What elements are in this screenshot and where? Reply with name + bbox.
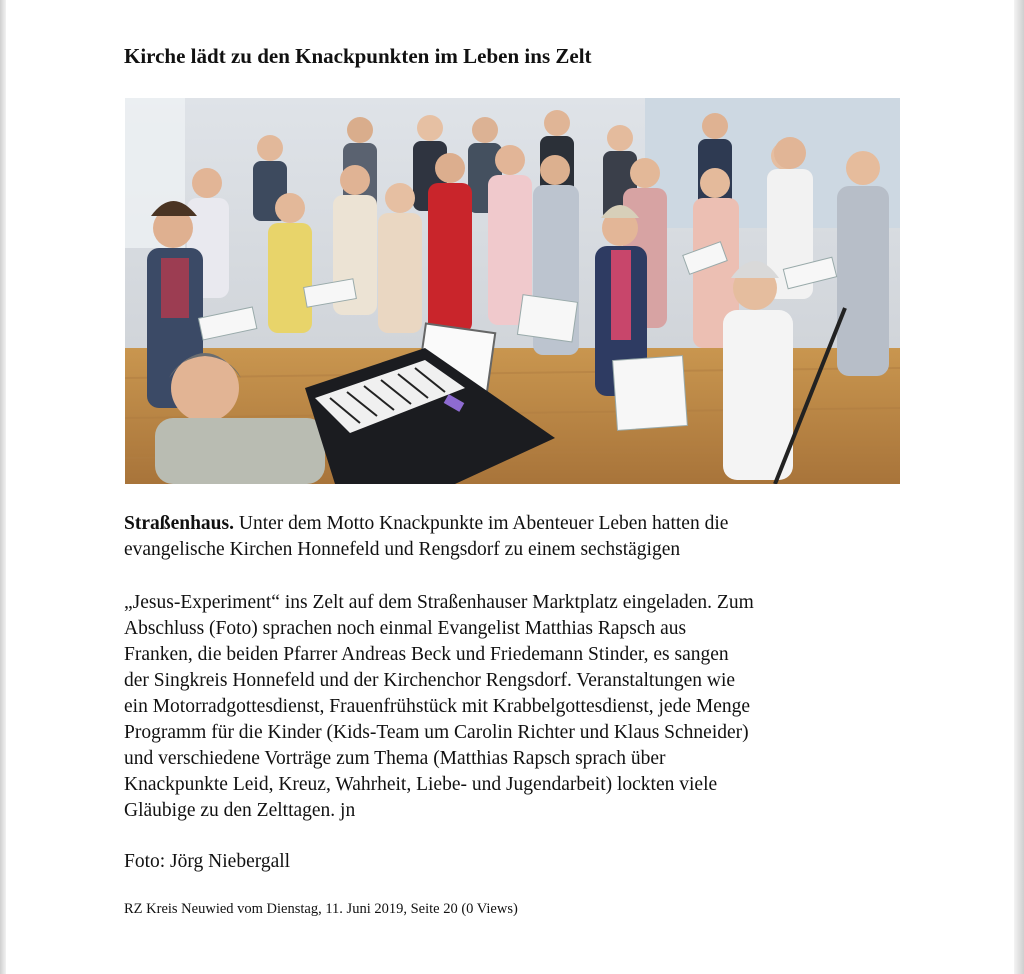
dateline-place: Straßenhaus.	[124, 513, 234, 534]
paragraph-2-line: Knackpunkte Leid, Kreuz, Wahrheit, Liebe- und Jugendarbeit) lockten viele	[124, 774, 718, 795]
article-headline: Kirche lädt zu den Knackpunkten im Leben ins Zelt	[124, 44, 592, 68]
paragraph-2-line: ein Motorradgottesdienst, Frauenfrühstück mit Krabbelgottesdienst, jede Menge	[124, 696, 751, 717]
paragraph-2-line: Programm für die Kinder (Kids-Team um Carolin Richter und Klaus Schneider)	[124, 722, 749, 743]
paragraph-1-line-1-text: Unter dem Motto Knackpunkte im Abenteuer Leben hatten die	[234, 513, 729, 534]
paragraph-2-line: „Jesus-Experiment“ ins Zelt auf dem Straßenhauser Marktplatz eingeladen. Zum	[124, 592, 754, 613]
paragraph-2-line: Abschluss (Foto) sprachen noch einmal Evangelist Matthias Rapsch aus	[124, 618, 687, 639]
choir-photo-illustration	[125, 98, 900, 484]
paragraph-1-line-1	[124, 511, 914, 537]
photo-credit: Foto: Jörg Niebergall	[124, 851, 291, 872]
article-photo	[125, 98, 900, 484]
paragraph-2-line: Franken, die beiden Pfarrer Andreas Beck und Friedemann Stinder, es sangen	[124, 644, 729, 665]
paragraph-2-line: und verschiedene Vorträge zum Thema (Matthias Rapsch sprach über	[124, 748, 666, 769]
article-paragraph-2	[124, 590, 914, 824]
paragraph-1-line-2: evangelische Kirchen Honnefeld und Rengsdorf zu einem sechstägigen	[124, 539, 681, 560]
article-paragraph-1	[124, 511, 914, 563]
page-left-edge	[0, 0, 6, 974]
source-line: RZ Kreis Neuwied vom Dienstag, 11. Juni 2019, Seite 20 (0 Views)	[124, 901, 518, 917]
paragraph-2-line: Gläubige zu den Zelttagen. jn	[124, 800, 356, 821]
paragraph-2-line: der Singkreis Honnefeld und der Kirchenchor Rengsdorf. Veranstaltungen wie	[124, 670, 736, 691]
page-right-edge	[1014, 0, 1024, 974]
